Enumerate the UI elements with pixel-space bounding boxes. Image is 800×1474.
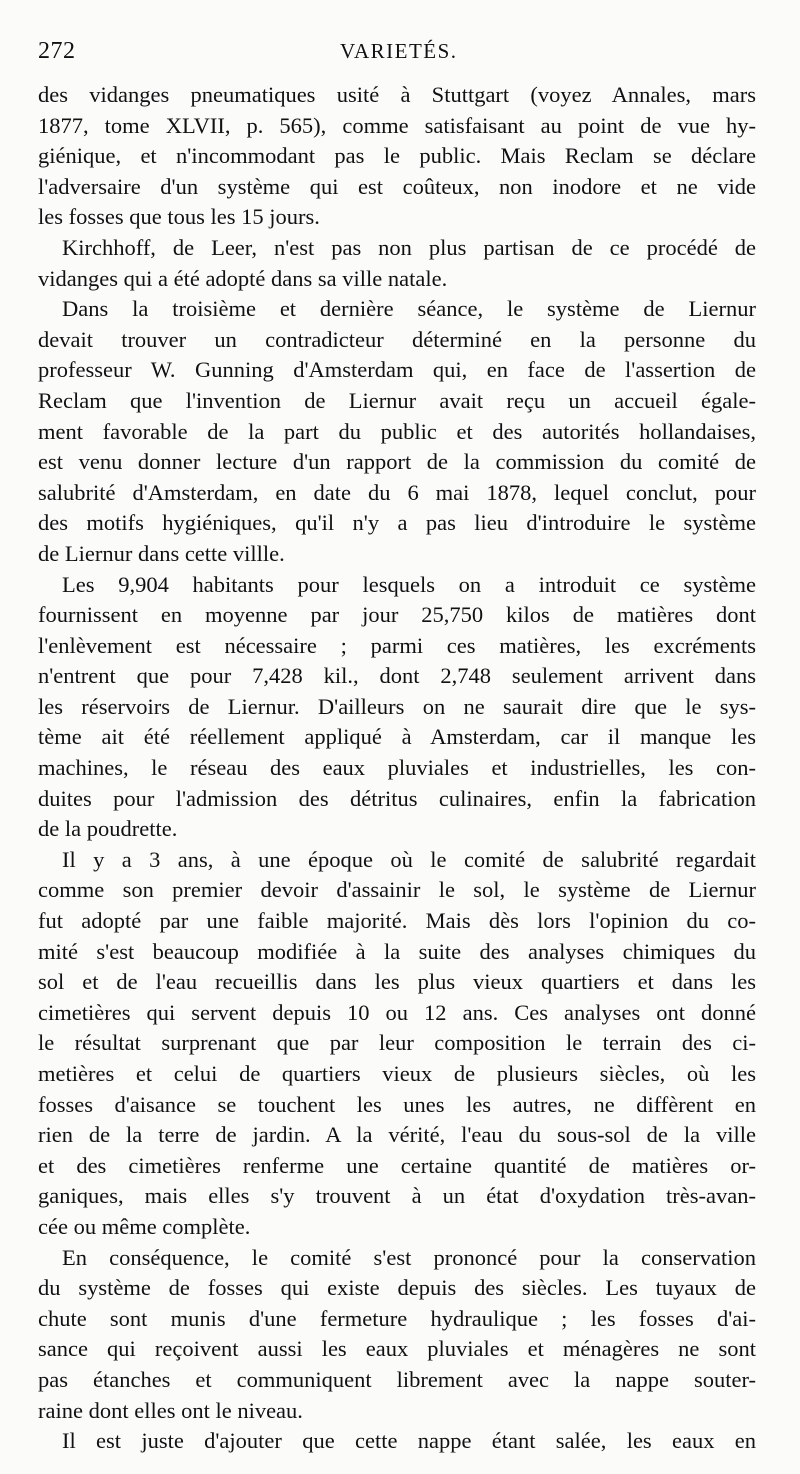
text-line: vidanges qui a été adopté dans sa ville natale. <box>38 265 448 291</box>
text-line: l'enlèvement est nécessaire ; parmi ces matières, les excréments <box>38 632 756 658</box>
text-line: fosses d'aisance se touchent les unes les autres, ne diffèrent en <box>38 1091 756 1117</box>
text-line: fut adopté par une faible majorité. Mais dès lors l'opinion du co- <box>38 908 756 934</box>
text-line: Dans la troisième et dernière séance, le système de Liernur <box>62 296 756 322</box>
text-line: En conséquence, le comité s'est prononcé pour la conservation <box>62 1244 756 1270</box>
text-line: les réservoirs de Liernur. D'ailleurs on ne saurait dire que le sys- <box>38 693 756 719</box>
text-line: Reclam que l'invention de Liernur avait reçu un accueil égale- <box>38 387 756 413</box>
text-line: salubrité d'Amsterdam, en date du 6 mai 1878, lequel conclut, pour <box>38 479 756 505</box>
running-title: VARIETÉS. <box>340 39 458 63</box>
text-line: machines, le réseau des eaux pluviales et industrielles, les con- <box>38 755 756 781</box>
text-line: 1877, tome XLVII, p. 565), comme satisfaisant au point de vue hy- <box>38 112 756 138</box>
text-line: duites pour l'admission des détritus culinaires, enfin la fabrication <box>38 785 756 811</box>
text-line: raine dont elles ont le niveau. <box>38 1397 303 1423</box>
text-line: tème ait été réellement appliqué à Amsterdam, car il manque les <box>38 724 756 750</box>
text-line: de Liernur dans cette villle. <box>38 540 285 566</box>
text-line: giénique, et n'incommodant pas le public. Mais Reclam se déclare <box>38 143 756 169</box>
text-line: pas étanches et communiquent librement avec la nappe souter- <box>38 1366 756 1392</box>
text-line: sance qui reçoivent aussi les eaux pluviales et ménagères ne sont <box>38 1336 756 1362</box>
text-line: ganiques, mais elles s'y trouvent à un état d'oxydation très-avan- <box>38 1183 756 1209</box>
text-line: cée ou même complète. <box>38 1213 251 1239</box>
text-line: et des cimetières renferme une certaine quantité de matières or- <box>38 1152 756 1178</box>
text-line: professeur W. Gunning d'Amsterdam qui, en face de l'assertion de <box>38 357 756 383</box>
text-line: des vidanges pneumatiques usité à Stuttgart (voyez Annales, mars <box>38 82 756 107</box>
text-line: chute sont munis d'une fermeture hydraulique ; les fosses d'ai- <box>38 1305 756 1331</box>
text-line: est venu donner lecture d'un rapport de la commission du comité de <box>38 449 756 475</box>
text-line: de la poudrette. <box>38 816 178 842</box>
body-text <box>38 80 756 1457</box>
text-line: du système de fosses qui existe depuis des siècles. Les tuyaux de <box>38 1275 756 1301</box>
text-line: les fosses que tous les 15 jours. <box>38 204 320 230</box>
text-line: Kirchhoff, de Leer, n'est pas non plus partisan de ce procédé de <box>62 234 756 260</box>
text-line: le résultat surprenant que par leur composition le terrain des ci- <box>38 1030 756 1056</box>
text-line: metières et celui de quartiers vieux de plusieurs siècles, où les <box>38 1061 756 1086</box>
text-line: Il est juste d'ajouter que cette nappe étant salée, les eaux en <box>62 1428 756 1454</box>
text-line: cimetières qui servent depuis 10 ou 12 ans. Ces analyses ont donné <box>38 999 756 1025</box>
text-line: comme son premier devoir d'assainir le sol, le système de Liernur <box>38 877 756 903</box>
page-header <box>38 38 758 72</box>
text-line: l'adversaire d'un système qui est coûteux, non inodore et ne vide <box>38 173 756 199</box>
text-line: mité s'est beaucoup modifiée à la suite des analyses chimiques du <box>38 938 756 964</box>
text-line: sol et de l'eau recueillis dans les plus vieux quartiers et dans les <box>38 969 756 995</box>
text-line: Les 9,904 habitants pour lesquels on a introduit ce système <box>62 571 756 597</box>
text-line: des motifs hygiéniques, qu'il n'y a pas lieu d'introduire le système <box>38 510 756 536</box>
text-line: fournissent en moyenne par jour 25,750 kilos de matières dont <box>38 602 756 628</box>
text-line: ment favorable de la part du public et des autorités hollandaises, <box>38 418 756 444</box>
text-line: Il y a 3 ans, à une époque où le comité de salubrité regardait <box>62 846 756 872</box>
text-line: devait trouver un contradicteur déterminé en la personne du <box>38 326 756 352</box>
page-number: 272 <box>38 38 76 64</box>
text-line: rien de la terre de jardin. A la vérité, l'eau du sous-sol de la ville <box>38 1122 756 1148</box>
text-line: n'entrent que pour 7,428 kil., dont 2,748 seulement arrivent dans <box>38 663 756 689</box>
